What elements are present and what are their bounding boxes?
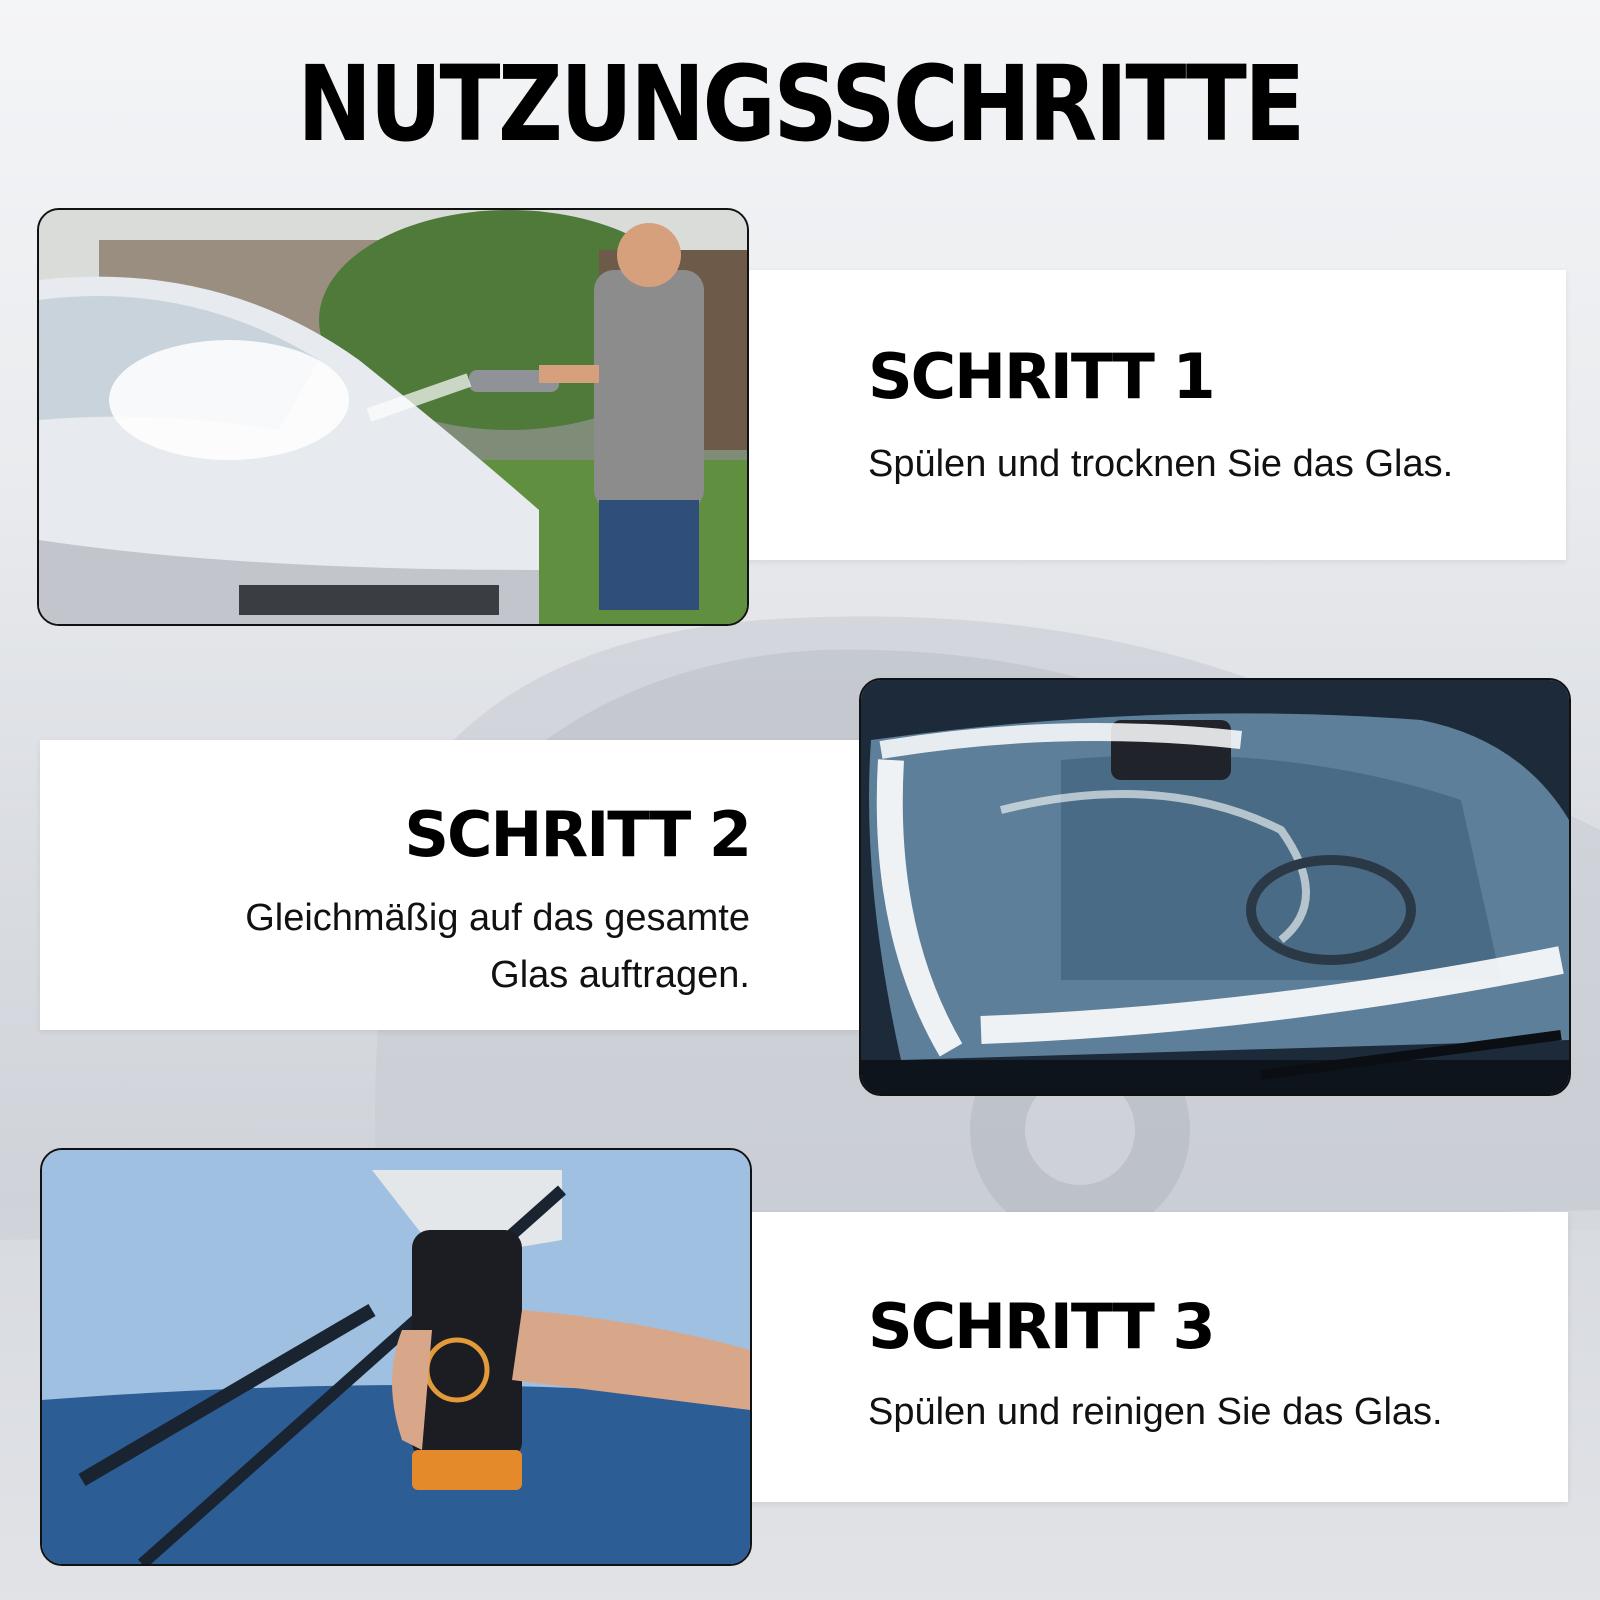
step-1-card (740, 270, 1566, 560)
step-3-text: Spülen und reinigen Sie das Glas. (868, 1391, 1443, 1433)
car-washing-hose-photo-icon (39, 210, 747, 624)
foamed-windshield-photo-icon (861, 680, 1569, 1094)
step-2-text-line1: Gleichmäßig auf das gesamte (245, 897, 750, 939)
step-2-heading: SCHRITT 2 (404, 798, 750, 871)
step-3-photo (40, 1148, 752, 1566)
step-2-card (40, 740, 860, 1030)
step-2-photo (859, 678, 1571, 1096)
step-1-heading: SCHRITT 1 (868, 340, 1214, 413)
step-2-text-line2: Glas auftragen. (490, 954, 750, 996)
step-1-photo (37, 208, 749, 626)
step-3-card (740, 1212, 1568, 1502)
page-title: NUTZUNGSSCHRITTE (297, 43, 1303, 165)
step-1-text: Spülen und trocknen Sie das Glas. (868, 443, 1454, 485)
step-3-heading: SCHRITT 3 (868, 1290, 1214, 1363)
applicator-bottle-photo-icon (42, 1150, 750, 1564)
